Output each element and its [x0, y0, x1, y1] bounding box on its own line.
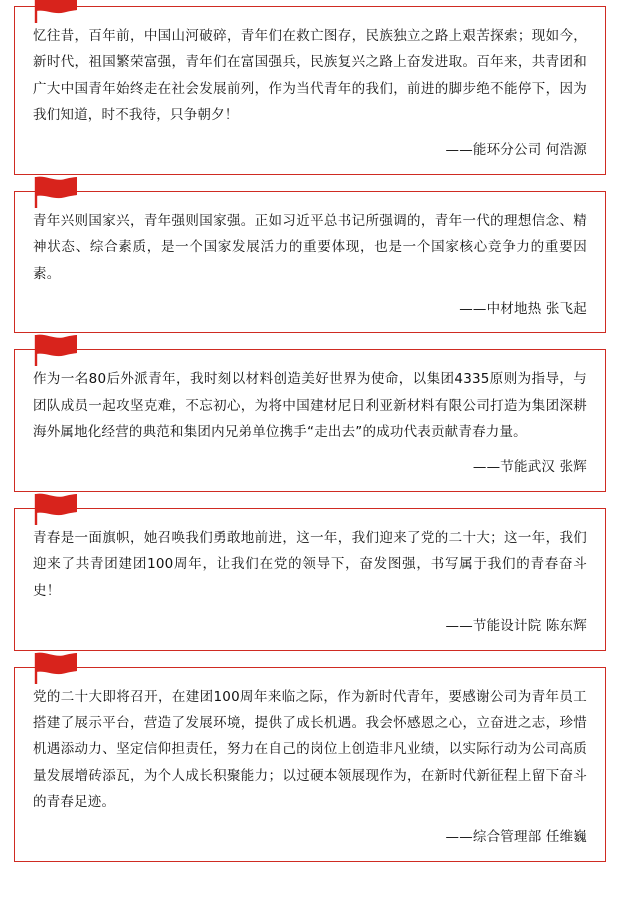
quote-card [14, 508, 606, 651]
quote-attribution: ——综合管理部 任维巍 [445, 829, 587, 846]
red-flag-icon [33, 0, 79, 24]
quote-card [14, 191, 606, 334]
quote-text: 忆往昔，百年前，中国山河破碎，青年们在救亡图存，民族独立之路上艰苦探索；现如今，新时代，祖国繁荣富强，青年们在富国强兵，民族复兴之路上奋发进取。百年来，共青团和广大中国青年始终走在社会发展前列，作为当代青年的我们，前进的脚步绝不能停下，因为我们知道，时不我待，只争朝夕！ [33, 28, 587, 123]
quote-text: 青春是一面旗帜，她召唤我们勇敢地前进，这一年，我们迎来了党的二十大；这一年，我们迎来了共青团建团100周年，让我们在党的领导下，奋发图强，书写属于我们的青春奋斗史！ [33, 530, 587, 599]
red-flag-icon [33, 651, 79, 685]
quote-card [14, 667, 606, 862]
quote-attribution: ——能环分公司 何浩源 [445, 142, 587, 159]
red-flag-icon [33, 492, 79, 526]
quote-text: 青年兴则国家兴，青年强则国家强。正如习近平总书记所强调的，青年一代的理想信念、精神状态、综合素质，是一个国家发展活力的重要体现，也是一个国家核心竞争力的重要因素。 [33, 212, 587, 282]
quote-attribution: ——节能武汉 张辉 [472, 459, 587, 476]
quote-attribution: ——节能设计院 陈东辉 [445, 617, 587, 634]
quote-card [14, 349, 606, 492]
quote-attribution: ——中材地热 张飞起 [459, 300, 587, 317]
quote-card [14, 6, 606, 175]
red-flag-icon [33, 175, 79, 209]
quote-text: 作为一名80后外派青年，我时刻以材料创造美好世界为使命，以集团4335原则为指导，与团队成员一起攻坚克难，不忘初心，为将中国建材尼日利亚新材料有限公司打造为集团深耕海外属地化经营的典范和集团内兄弟单位携手“走出去”的成功代表贡献青春力量。 [33, 371, 587, 441]
red-flag-icon [33, 333, 79, 367]
quote-text: 党的二十大即将召开，在建团100周年来临之际，作为新时代青年，要感谢公司为青年员工搭建了展示平台，营造了发展环境，提供了成长机遇。我会怀感恩之心，立奋进之志，珍惜机遇添动力、坚定信仰担责任，努力在自己的岗位上创造非凡业绩，以实际行动为公司高质量发展增砖添瓦，为个人成长积聚能力；以过硬本领展现作为，在新时代新征程上留下奋斗的青春足迹。 [33, 688, 587, 810]
